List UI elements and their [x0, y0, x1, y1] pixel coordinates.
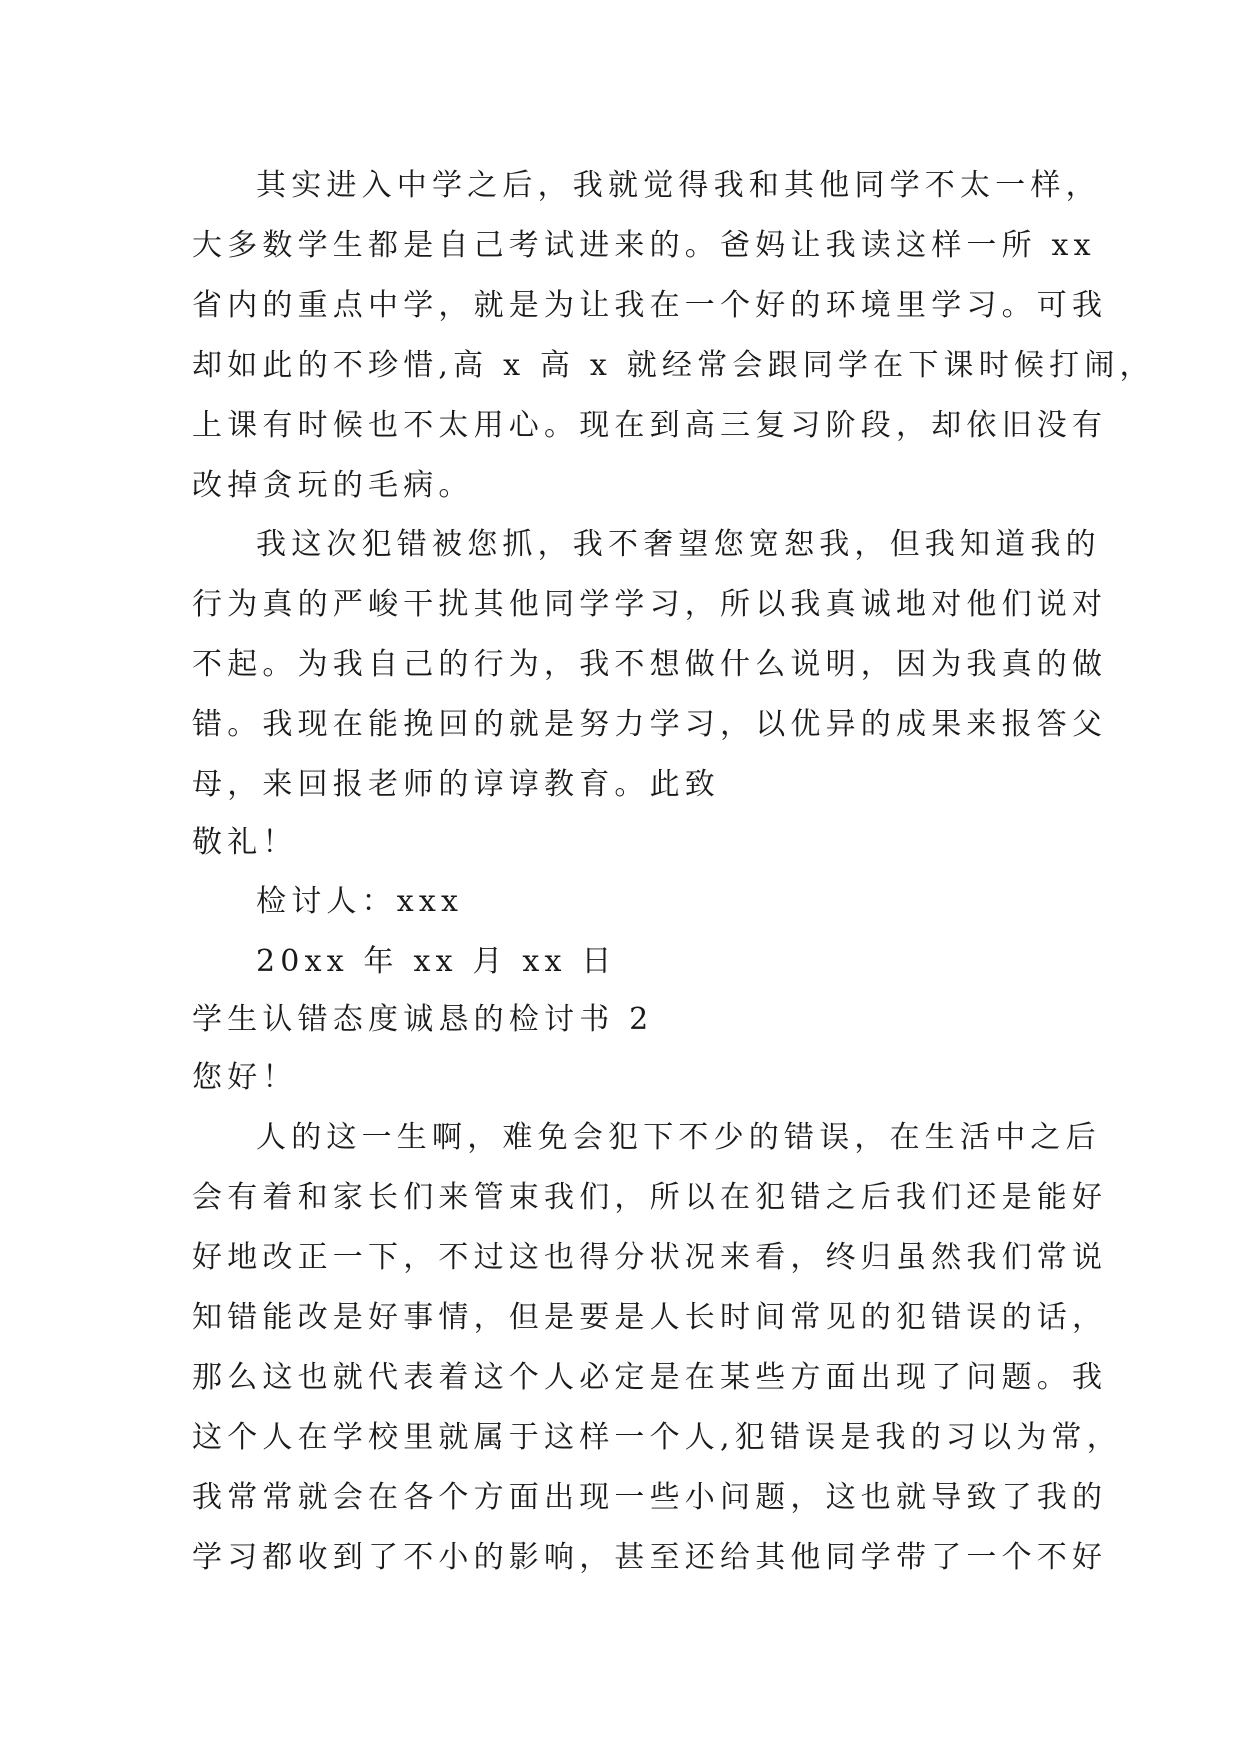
greeting: 您好！: [192, 1060, 298, 1095]
paragraph-line: 改掉贪玩的毛病。: [192, 468, 474, 503]
paragraph-line: 行为真的严峻干扰其他同学学习，所以我真诚地对他们说对: [192, 587, 1108, 622]
paragraph-line: 好地改正一下，不过这也得分状况来看，终归虽然我们常说: [192, 1240, 1108, 1275]
paragraph-line: 那么这也就代表着这个人必定是在某些方面出现了问题。我: [192, 1360, 1108, 1395]
paragraph-line: 大多数学生都是自己考试进来的。爸妈让我读这样一所 xx: [192, 228, 1096, 263]
paragraph-line: 其实进入中学之后，我就觉得我和其他同学不太一样，: [256, 168, 1101, 203]
paragraph-line: 人的这一生啊，难免会犯下不少的错误，在生活中之后: [256, 1120, 1101, 1155]
paragraph-line: 却如此的不珍惜,高 x 高 x 就经常会跟同学在下课时候打闹，: [192, 348, 1155, 383]
date-line: 20xx 年 xx 月 xx 日: [256, 944, 617, 979]
closing-salutation: 敬礼！: [192, 825, 298, 860]
section-title: 学生认错态度诚恳的检讨书 2: [192, 1002, 654, 1037]
signature-line: 检讨人：xxx: [256, 884, 464, 919]
paragraph-line: 这个人在学校里就属于这样一个人,犯错误是我的习以为常，: [192, 1420, 1122, 1455]
paragraph-line: 会有着和家长们来管束我们，所以在犯错之后我们还是能好: [192, 1180, 1108, 1215]
paragraph-line: 错。我现在能挽回的就是努力学习，以优异的成果来报答父: [192, 707, 1108, 742]
paragraph-line: 上课有时候也不太用心。现在到高三复习阶段，却依旧没有: [192, 408, 1108, 443]
paragraph-line: 省内的重点中学，就是为让我在一个好的环境里学习。可我: [192, 288, 1108, 323]
paragraph-line: 知错能改是好事情，但是要是人长时间常见的犯错误的话，: [192, 1300, 1108, 1335]
paragraph-line: 我常常就会在各个方面出现一些小问题，这也就导致了我的: [192, 1480, 1108, 1515]
paragraph-line: 我这次犯错被您抓，我不奢望您宽恕我，但我知道我的: [256, 527, 1101, 562]
paragraph-line: 学习都收到了不小的影响，甚至还给其他同学带了一个不好: [192, 1540, 1108, 1575]
paragraph-line: 不起。为我自己的行为，我不想做什么说明，因为我真的做: [192, 647, 1108, 682]
paragraph-line: 母，来回报老师的谆谆教育。此致: [192, 767, 720, 802]
